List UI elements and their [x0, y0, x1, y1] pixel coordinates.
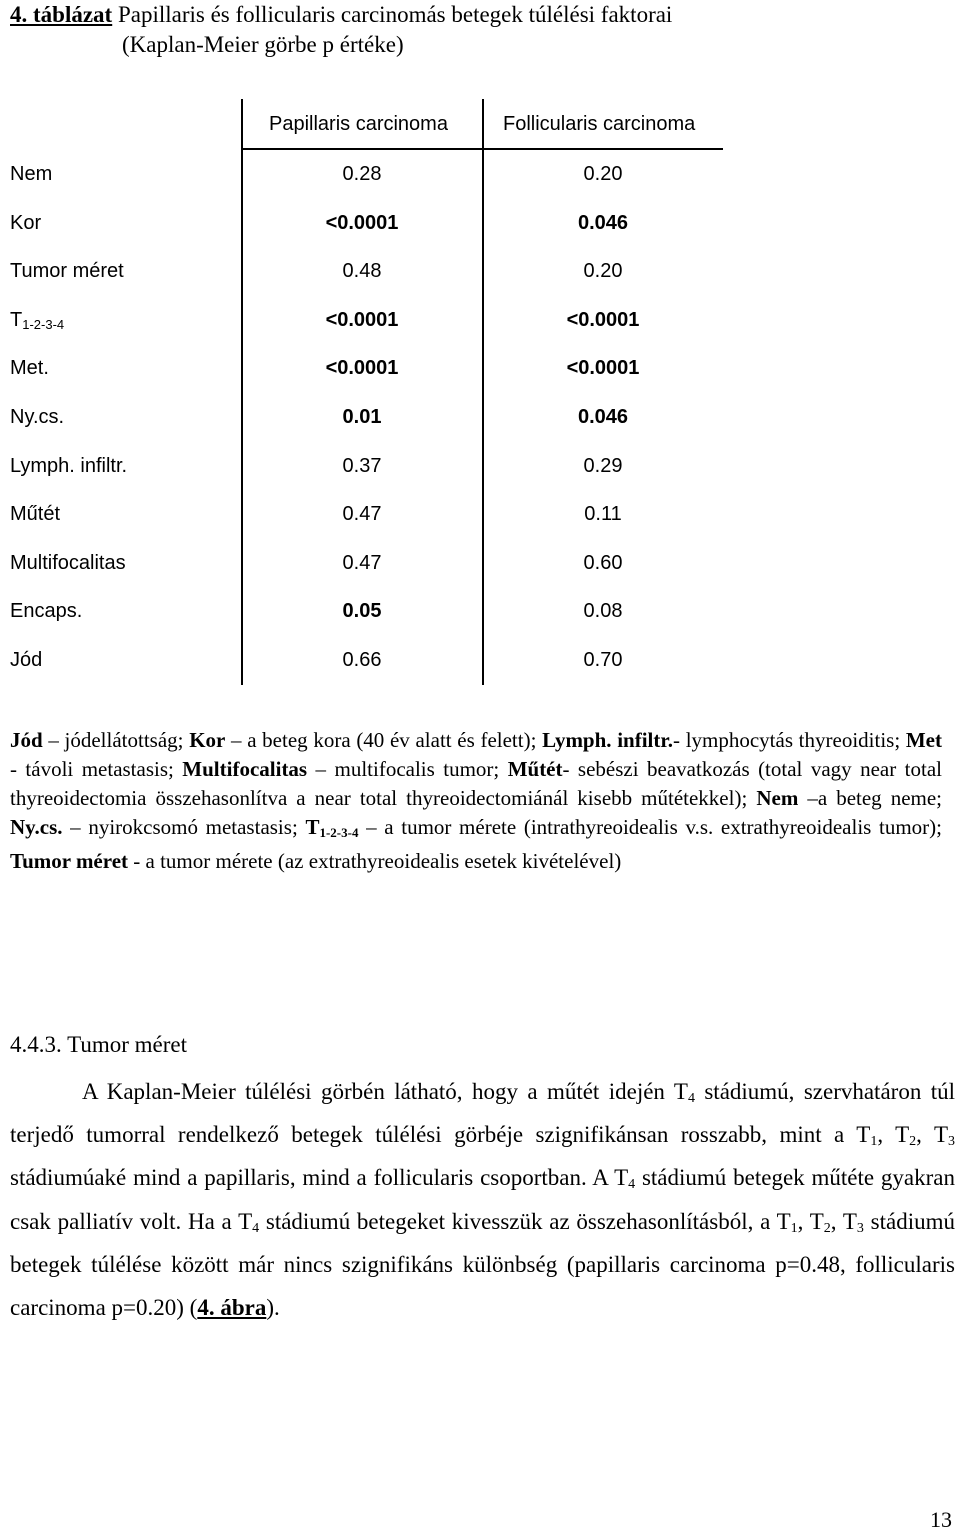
- paragraph-text: , T: [916, 1122, 948, 1148]
- survival-factors-table: [0, 0, 960, 700]
- table-caption-subtext: (Kaplan-Meier görbe p értéke): [122, 32, 404, 57]
- paragraph-text: , T: [830, 1208, 857, 1234]
- cell-papillaris: 0.01: [342, 406, 382, 428]
- cell-papillaris: <0.0001: [325, 357, 399, 379]
- subscript: 4: [252, 1220, 260, 1236]
- legend-term: Tumor méret: [10, 849, 129, 873]
- legend-term: Lymph. infiltr.: [542, 728, 674, 752]
- paragraph-text: stádiumúaké mind a papillaris, mind a follicularis csoportban. A T: [10, 1165, 629, 1191]
- subscript: 3: [948, 1134, 955, 1150]
- legend-term-subscript: 1-2-3-4: [319, 825, 359, 840]
- table-caption-label: 4. táblázat: [10, 2, 113, 27]
- cell-follicularis: <0.0001: [566, 309, 640, 331]
- header-papillaris: Papillaris carcinoma: [269, 113, 448, 135]
- row-label-text: Jód: [10, 649, 43, 671]
- cell-papillaris: 0.66: [342, 649, 382, 671]
- legend-desc: – jódellátottság;: [42, 728, 190, 752]
- header-follicularis: Follicularis carcinoma: [503, 113, 696, 135]
- legend-term: Met: [905, 728, 942, 752]
- table-caption-text: Papillaris és follicularis carcinomás betegek túlélési faktorai: [112, 2, 673, 27]
- row-label: [10, 356, 49, 380]
- cell-follicularis: 0.20: [583, 163, 623, 185]
- cell-follicularis: 0.60: [583, 552, 623, 574]
- section-title: 4.4.3. Tumor méret: [10, 1032, 187, 1057]
- row-label-subscript: 1-2-3-4: [22, 317, 65, 332]
- page-number: 13: [930, 1507, 952, 1532]
- legend-term-text: T: [305, 815, 320, 839]
- cell-papillaris: 0.47: [342, 503, 382, 525]
- legend-desc: - a tumor mérete (az extrathyreoidealis esetek kivételével): [128, 849, 622, 873]
- row-label: [10, 648, 42, 672]
- legend-term: Jód: [10, 728, 43, 752]
- cell-papillaris: 0.37: [342, 455, 382, 477]
- row-label: [10, 599, 82, 623]
- legend-desc: - távoli metastasis;: [10, 757, 183, 781]
- row-label-text: Encaps.: [10, 600, 83, 622]
- cell-papillaris: 0.05: [342, 600, 382, 622]
- row-label: [10, 405, 64, 429]
- row-label-text: Műtét: [10, 503, 61, 525]
- cell-follicularis: <0.0001: [566, 357, 640, 379]
- legend-term: Műtét: [507, 757, 563, 781]
- legend-desc: – multifocalis tumor;: [307, 757, 508, 781]
- cell-follicularis: 0.29: [583, 455, 623, 477]
- subscript: 2: [909, 1134, 917, 1150]
- table-legend: [10, 726, 942, 876]
- row-label-text: Lymph. infiltr.: [10, 455, 128, 477]
- row-label-text: Nem: [10, 163, 53, 185]
- cell-papillaris: <0.0001: [325, 212, 399, 234]
- legend-term: Nem: [756, 786, 799, 810]
- legend-desc: – a tumor mérete (intrathyreoidealis v.s. extrathyreoidealis tumor);: [358, 815, 942, 839]
- legend-desc: –a beteg neme;: [798, 786, 943, 810]
- paragraph-text: ).: [266, 1295, 280, 1321]
- paragraph-text: stádiumú betegeket kivesszük az összehasonlításból, a T: [259, 1208, 791, 1234]
- table-divider-right: [482, 99, 484, 685]
- cell-papillaris: <0.0001: [325, 309, 399, 331]
- paragraph-text: stádiumú, szervhatáron túl terjedő tumorral rendelkező betegek túlélési görbéje szignifikánsan rosszabb, mint a T: [10, 1079, 955, 1148]
- row-label-text: Tumor méret: [10, 260, 124, 282]
- row-label: [10, 162, 52, 186]
- table-header-rule: [241, 148, 723, 150]
- cell-follicularis: 0.08: [583, 600, 623, 622]
- paragraph-text: , T: [877, 1122, 910, 1148]
- subscript: 1: [870, 1134, 878, 1150]
- row-label: [10, 454, 127, 478]
- row-label: [10, 502, 60, 526]
- legend-term: Ny.cs.: [10, 815, 63, 839]
- cell-follicularis: 0.20: [583, 260, 623, 282]
- cell-papillaris: 0.48: [342, 260, 382, 282]
- table-divider-left: [241, 99, 243, 685]
- legend-term: Multifocalitas: [182, 757, 308, 781]
- subscript: 2: [823, 1220, 831, 1236]
- paragraph-text: A Kaplan-Meier túlélési görbén látható, hogy a műtét idején T: [82, 1079, 688, 1104]
- paragraph-text: stádiumú betegek túlélése között már nincs szignifikáns különbség (papillaris carcinoma p=0.48, follicularis carcinoma p=0.20) (: [10, 1208, 955, 1321]
- paragraph-text: , T: [797, 1208, 824, 1234]
- legend-desc: – a beteg kora (40 év alatt és felett);: [225, 728, 543, 752]
- cell-follicularis: 0.046: [577, 212, 629, 234]
- row-label-text: Kor: [10, 212, 42, 234]
- subscript: 1: [790, 1220, 798, 1236]
- subscript: 4: [628, 1177, 636, 1193]
- cell-follicularis: 0.11: [584, 503, 622, 525]
- legend-term: Kor: [189, 728, 226, 752]
- row-label: [10, 259, 124, 283]
- cell-follicularis: 0.70: [583, 649, 623, 671]
- legend-term: [305, 815, 358, 839]
- legend-desc: – nyirokcsomó metastasis;: [62, 815, 306, 839]
- legend-desc: - sebészi beavatkozás (total vagy near total thyreoidectomia összehasonlítva a near total thyreoidectomiánál kisebb műtétekkel);: [10, 757, 942, 810]
- paragraph-text: stádiumú betegek műtéte gyakran csak palliatív volt. Ha a T: [10, 1165, 955, 1234]
- body-paragraph: [10, 1070, 955, 1329]
- row-label: [10, 551, 126, 575]
- row-label-text: Ny.cs.: [10, 406, 65, 428]
- row-label: [10, 211, 41, 235]
- row-label-text: T: [10, 309, 23, 331]
- row-label: [10, 308, 64, 337]
- legend-desc: - lymphocytás thyreoiditis;: [673, 728, 906, 752]
- subscript: 3: [856, 1220, 864, 1236]
- subscript: 4: [687, 1091, 695, 1106]
- row-label-text: Met.: [10, 357, 49, 379]
- row-label-text: Multifocalitas: [10, 552, 126, 574]
- cell-follicularis: 0.046: [577, 406, 629, 428]
- figure-reference-link[interactable]: 4. ábra: [197, 1295, 267, 1321]
- cell-papillaris: 0.28: [342, 163, 382, 185]
- cell-papillaris: 0.47: [342, 552, 382, 574]
